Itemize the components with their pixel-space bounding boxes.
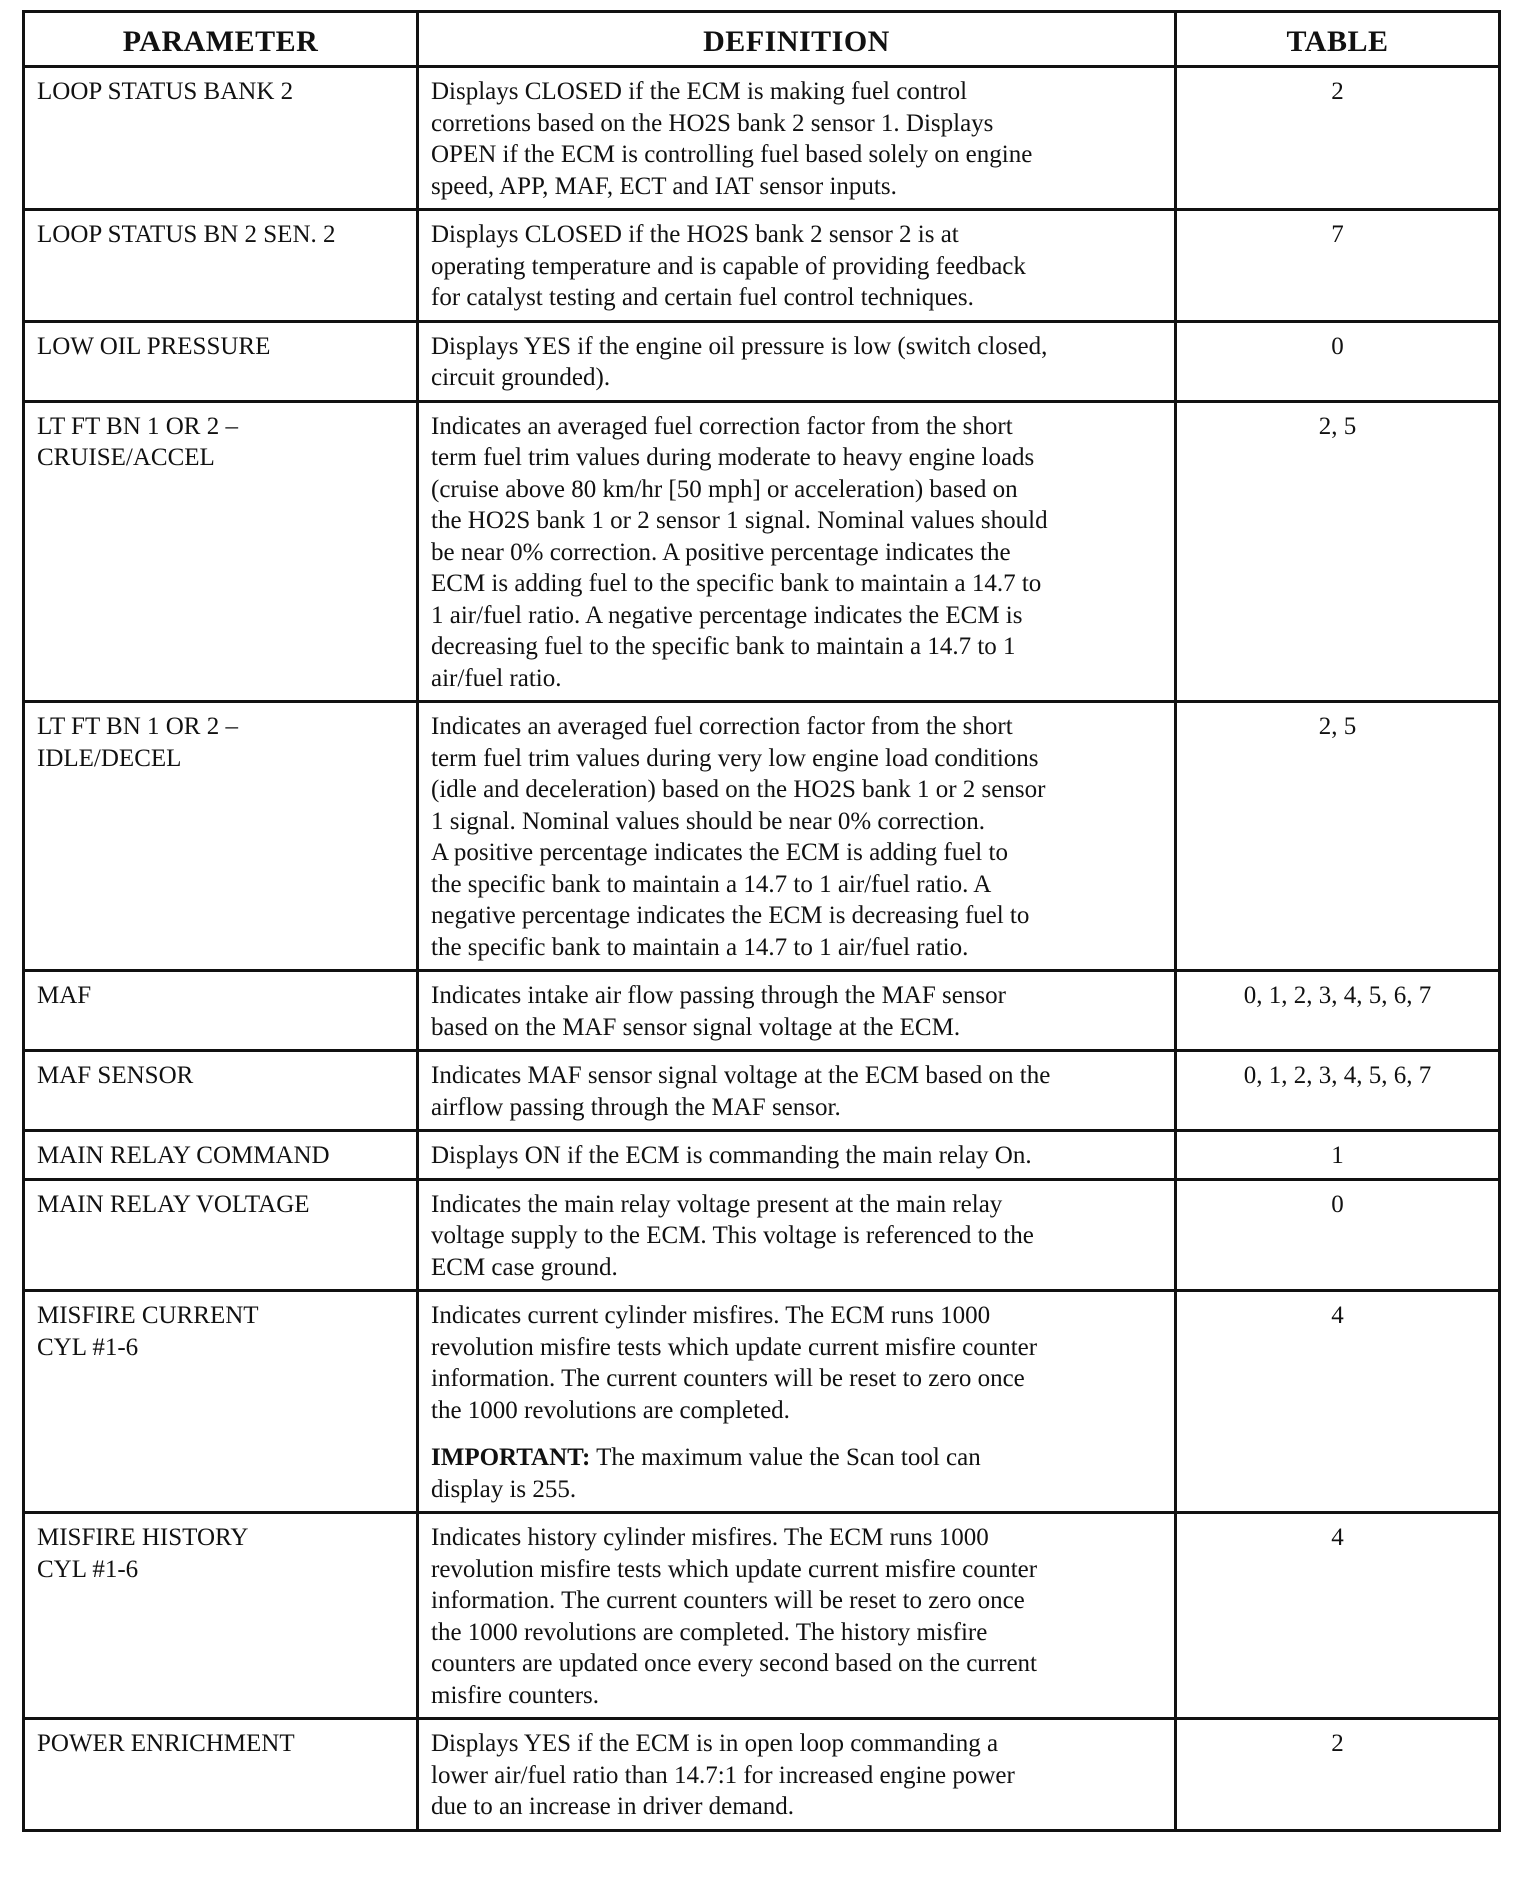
definition-cell: Displays CLOSED if the ECM is making fuel control corretions based on the HO2S bank 2 sensor 1. Displays OPEN if the ECM is controlling fuel based solely on engine speed, APP, MAF, ECT and IAT sensor inputs. (418, 67, 1176, 210)
table-row (24, 1513, 1500, 1719)
table-row (24, 210, 1500, 322)
definition-cell: Displays YES if the engine oil pressure is low (switch closed, circuit grounded). (418, 321, 1176, 401)
table-row (24, 971, 1500, 1051)
header-parameter: PARAMETER (24, 12, 418, 67)
table-cell: 1 (1176, 1131, 1500, 1180)
document-page (22, 10, 1498, 1832)
table-row (24, 401, 1500, 702)
parameter-cell: MISFIRE HISTORY CYL #1-6 (24, 1513, 418, 1719)
table-row (24, 67, 1500, 210)
table-cell: 4 (1176, 1513, 1500, 1719)
table-cell: 0 (1176, 321, 1500, 401)
parameter-cell: MAF SENSOR (24, 1051, 418, 1131)
header-definition: DEFINITION (418, 12, 1176, 67)
header-table: TABLE (1176, 12, 1500, 67)
definition-cell: Displays CLOSED if the HO2S bank 2 sensor 2 is at operating temperature and is capable of providing feedback for catalyst testing and certain fuel control techniques. (418, 210, 1176, 322)
table-cell: 0, 1, 2, 3, 4, 5, 6, 7 (1176, 971, 1500, 1051)
definition-cell (418, 1291, 1176, 1513)
important-note (431, 1442, 1162, 1505)
definition-cell: Indicates the main relay voltage present at the main relay voltage supply to the ECM. This voltage is referenced to the ECM case ground. (418, 1179, 1176, 1291)
table-cell: 4 (1176, 1291, 1500, 1513)
header-row (24, 12, 1500, 67)
table-row (24, 321, 1500, 401)
table-cell: 2 (1176, 67, 1500, 210)
definition-cell: Indicates an averaged fuel correction factor from the short term fuel trim values during very low engine load conditions (idle and deceleration) based on the HO2S bank 1 or 2 sensor 1 signal. Nominal values should be near 0% correction. A positive percentage indicates the ECM is adding fuel to the specific bank to maintain a 14.7 to 1 air/fuel ratio. A negative percentage indicates the ECM is decreasing fuel to the specific bank to maintain a 14.7 to 1 air/fuel ratio. (418, 702, 1176, 971)
parameter-cell: MISFIRE CURRENT CYL #1-6 (24, 1291, 418, 1513)
table-row (24, 1291, 1500, 1513)
definition-cell: Indicates MAF sensor signal voltage at the ECM based on the airflow passing through the MAF sensor. (418, 1051, 1176, 1131)
parameter-cell: LT FT BN 1 OR 2 – CRUISE/ACCEL (24, 401, 418, 702)
important-text: The maximum value the Scan tool can display is 255. (431, 1444, 981, 1503)
table-cell: 2, 5 (1176, 702, 1500, 971)
table-row (24, 1719, 1500, 1831)
table-cell: 2 (1176, 1719, 1500, 1831)
parameter-cell: MAIN RELAY COMMAND (24, 1131, 418, 1180)
parameter-cell: LOW OIL PRESSURE (24, 321, 418, 401)
definition-cell: Indicates history cylinder misfires. The ECM runs 1000 revolution misfire tests which update current misfire counter information. The current counters will be reset to zero once the 1000 revolutions are completed. The history misfire counters are updated once every second based on the current misfire counters. (418, 1513, 1176, 1719)
table-cell: 0 (1176, 1179, 1500, 1291)
important-label: IMPORTANT: (431, 1444, 591, 1471)
definition-cell: Indicates an averaged fuel correction factor from the short term fuel trim values during moderate to heavy engine loads (cruise above 80 km/hr [50 mph] or acceleration) based on the HO2S bank 1 or 2 sensor 1 signal. Nominal values should be near 0% correction. A positive percentage indicates the ECM is adding fuel to the specific bank to maintain a 14.7 to 1 air/fuel ratio. A negative percentage indicates the ECM is decreasing fuel to the specific bank to maintain a 14.7 to 1 air/fuel ratio. (418, 401, 1176, 702)
definition-cell: Displays ON if the ECM is commanding the main relay On. (418, 1131, 1176, 1180)
definition-cell: Indicates intake air flow passing through the MAF sensor based on the MAF sensor signal voltage at the ECM. (418, 971, 1176, 1051)
parameter-cell: LT FT BN 1 OR 2 – IDLE/DECEL (24, 702, 418, 971)
table-row (24, 1131, 1500, 1180)
table-row (24, 1051, 1500, 1131)
table-cell: 0, 1, 2, 3, 4, 5, 6, 7 (1176, 1051, 1500, 1131)
parameter-cell: LOOP STATUS BANK 2 (24, 67, 418, 210)
table-row (24, 702, 1500, 971)
table-cell: 2, 5 (1176, 401, 1500, 702)
parameter-cell: LOOP STATUS BN 2 SEN. 2 (24, 210, 418, 322)
table-row (24, 1179, 1500, 1291)
definition-text: Indicates current cylinder misfires. The ECM runs 1000 revolution misfire tests which update current misfire counter information. The current counters will be reset to zero once the 1000 revolutions are completed. (431, 1302, 1038, 1424)
parameter-cell: POWER ENRICHMENT (24, 1719, 418, 1831)
parameter-cell: MAIN RELAY VOLTAGE (24, 1179, 418, 1291)
parameter-cell: MAF (24, 971, 418, 1051)
table-cell: 7 (1176, 210, 1500, 322)
parameter-table (22, 10, 1501, 1832)
definition-cell: Displays YES if the ECM is in open loop commanding a lower air/fuel ratio than 14.7:1 for increased engine power due to an increase in driver demand. (418, 1719, 1176, 1831)
